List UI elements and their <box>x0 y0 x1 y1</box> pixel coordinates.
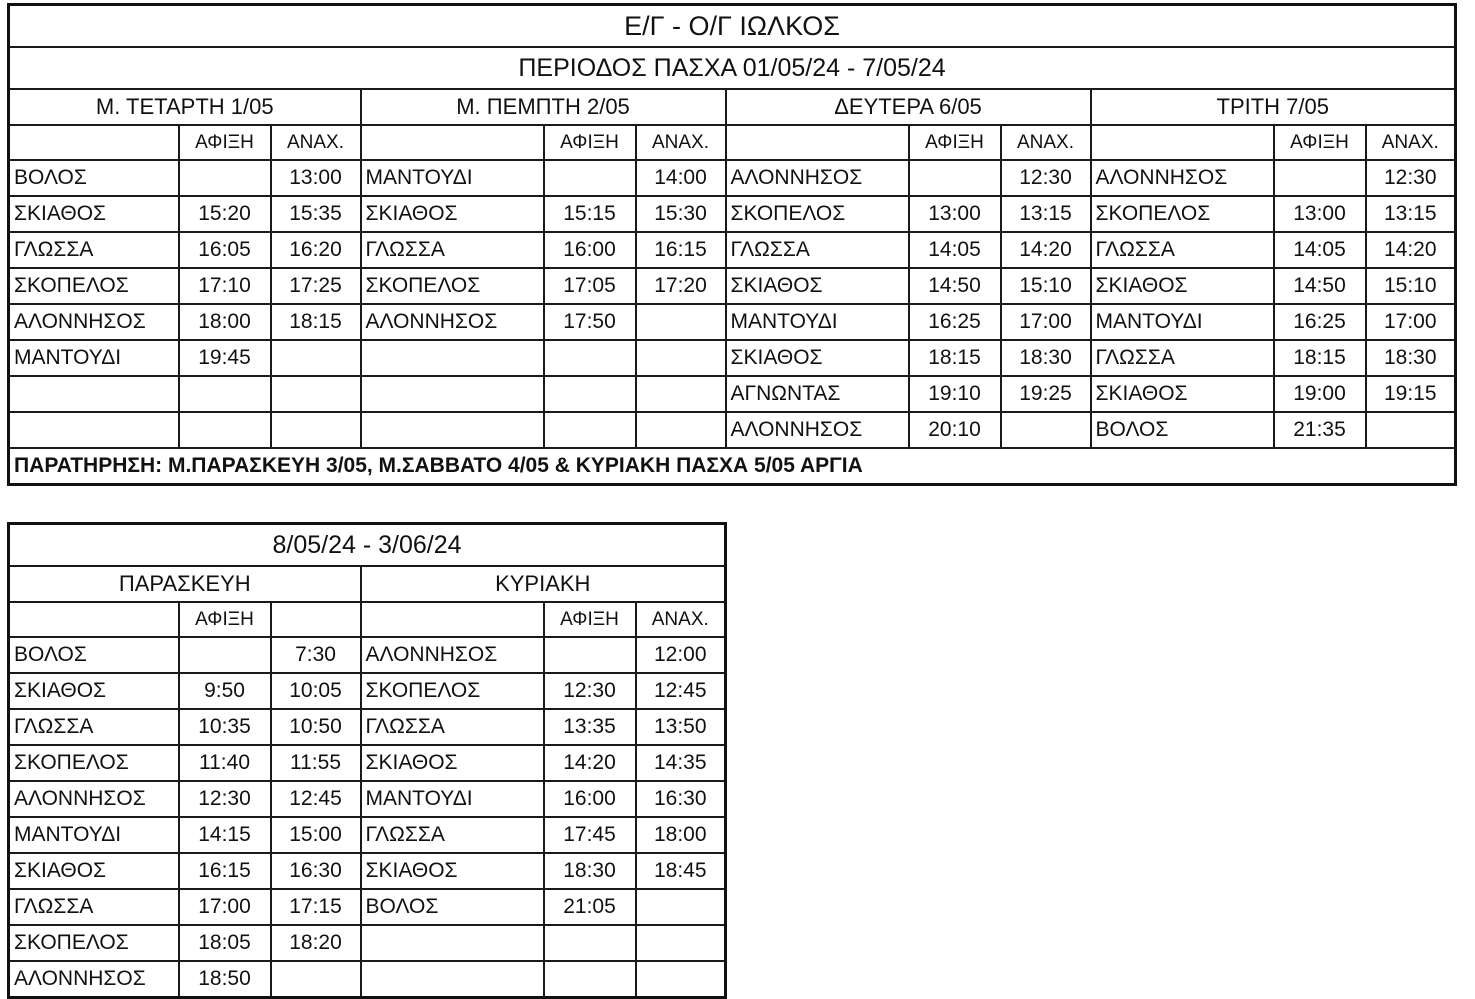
port-cell <box>361 925 544 961</box>
departure-time-cell: 17:15 <box>271 889 361 925</box>
arrival-time-cell: 16:25 <box>909 304 1001 340</box>
port-cell: ΒΟΛΟΣ <box>361 889 544 925</box>
arrival-time-cell: 19:10 <box>909 376 1001 412</box>
arrival-time-cell: 18:15 <box>1274 340 1366 376</box>
port-cell <box>361 376 544 412</box>
departure-time-cell: 18:30 <box>1366 340 1456 376</box>
departure-time-cell <box>271 340 361 376</box>
port-cell: ΣΚΟΠΕΛΟΣ <box>9 745 179 781</box>
departure-column-header: ΑΝΑΧ. <box>636 125 726 160</box>
port-cell: ΒΟΛΟΣ <box>9 160 179 196</box>
arrival-time-cell: 18:30 <box>544 853 636 889</box>
port-cell: ΣΚΟΠΕΛΟΣ <box>726 196 909 232</box>
table-row <box>9 268 1456 304</box>
arrival-column-header: ΑΦΙΞΗ <box>1274 125 1366 160</box>
departure-time-cell: 18:20 <box>271 925 361 961</box>
arrival-time-cell: 10:35 <box>179 709 271 745</box>
arrival-time-cell: 18:00 <box>179 304 271 340</box>
arrival-time-cell: 12:30 <box>544 673 636 709</box>
port-cell: ΣΚΙΑΘΟΣ <box>9 673 179 709</box>
table-row <box>9 160 1456 196</box>
port-cell <box>361 961 544 998</box>
table-row <box>9 853 726 889</box>
table-row <box>9 412 1456 448</box>
easter-schedule-table <box>7 3 1457 486</box>
arrival-time-cell: 17:05 <box>544 268 636 304</box>
table-row <box>9 817 726 853</box>
arrival-time-cell: 9:50 <box>179 673 271 709</box>
arrival-time-cell: 15:20 <box>179 196 271 232</box>
arrival-time-cell: 17:10 <box>179 268 271 304</box>
port-cell: ΓΛΩΣΣΑ <box>9 232 179 268</box>
departure-time-cell: 12:45 <box>271 781 361 817</box>
arrival-time-cell: 17:50 <box>544 304 636 340</box>
arrival-time-cell: 16:00 <box>544 781 636 817</box>
departure-time-cell: 14:20 <box>1366 232 1456 268</box>
port-cell: ΒΟΛΟΣ <box>9 637 179 673</box>
arrival-column-header: ΑΦΙΞΗ <box>544 602 636 637</box>
arrival-time-cell: 18:05 <box>179 925 271 961</box>
arrival-time-cell: 17:00 <box>179 889 271 925</box>
departure-time-cell: 11:55 <box>271 745 361 781</box>
arrival-time-cell: 18:50 <box>179 961 271 998</box>
departure-column-header <box>271 602 361 637</box>
port-cell: ΓΛΩΣΣΑ <box>9 709 179 745</box>
port-column-header <box>1091 125 1274 160</box>
table-row <box>9 925 726 961</box>
port-cell: ΣΚΟΠΕΛΟΣ <box>361 673 544 709</box>
day-heading: ΚΥΡΙΑΚΗ <box>361 566 726 602</box>
port-cell: ΓΛΩΣΣΑ <box>361 817 544 853</box>
table-row <box>9 673 726 709</box>
departure-time-cell: 18:45 <box>636 853 726 889</box>
port-cell: ΓΛΩΣΣΑ <box>361 232 544 268</box>
port-cell <box>361 340 544 376</box>
table-row <box>9 637 726 673</box>
port-cell: ΓΛΩΣΣΑ <box>361 709 544 745</box>
port-cell: ΓΛΩΣΣΑ <box>1091 232 1274 268</box>
port-cell <box>9 376 179 412</box>
departure-time-cell: 17:25 <box>271 268 361 304</box>
departure-time-cell: 18:30 <box>1001 340 1091 376</box>
arrival-time-cell <box>544 376 636 412</box>
port-cell: ΣΚΙΑΘΟΣ <box>1091 376 1274 412</box>
departure-time-cell <box>636 376 726 412</box>
arrival-time-cell: 13:35 <box>544 709 636 745</box>
arrival-time-cell: 13:00 <box>1274 196 1366 232</box>
port-cell <box>9 412 179 448</box>
port-cell: ΑΛΟΝΝΗΣΟΣ <box>1091 160 1274 196</box>
arrival-time-cell <box>179 412 271 448</box>
port-cell: ΣΚΟΠΕΛΟΣ <box>361 268 544 304</box>
departure-time-cell: 13:15 <box>1001 196 1091 232</box>
departure-time-cell: 15:10 <box>1001 268 1091 304</box>
departure-column-header: ΑΝΑΧ. <box>271 125 361 160</box>
table-row <box>9 961 726 998</box>
departure-time-cell: 13:50 <box>636 709 726 745</box>
arrival-time-cell: 19:00 <box>1274 376 1366 412</box>
table-row <box>9 709 726 745</box>
arrival-time-cell <box>544 637 636 673</box>
departure-time-cell <box>636 412 726 448</box>
departure-time-cell: 14:35 <box>636 745 726 781</box>
departure-time-cell: 16:30 <box>636 781 726 817</box>
departure-time-cell: 15:30 <box>636 196 726 232</box>
table-row <box>9 340 1456 376</box>
port-cell: ΣΚΙΑΘΟΣ <box>9 853 179 889</box>
departure-time-cell <box>636 889 726 925</box>
departure-time-cell: 19:15 <box>1366 376 1456 412</box>
port-cell: ΜΑΝΤΟΥΔΙ <box>9 340 179 376</box>
port-cell: ΑΛΟΝΝΗΣΟΣ <box>361 637 544 673</box>
port-cell: ΣΚΙΑΘΟΣ <box>361 745 544 781</box>
departure-column-header: ΑΝΑΧ. <box>1366 125 1456 160</box>
departure-time-cell <box>636 925 726 961</box>
departure-time-cell: 12:45 <box>636 673 726 709</box>
departure-time-cell: 13:00 <box>271 160 361 196</box>
port-cell: ΣΚΟΠΕΛΟΣ <box>9 268 179 304</box>
departure-time-cell: 15:00 <box>271 817 361 853</box>
table-row <box>9 889 726 925</box>
port-cell: ΑΛΟΝΝΗΣΟΣ <box>9 304 179 340</box>
departure-time-cell <box>271 412 361 448</box>
arrival-time-cell: 21:35 <box>1274 412 1366 448</box>
table-row <box>9 376 1456 412</box>
port-cell: ΑΓΝΩΝΤΑΣ <box>726 376 909 412</box>
arrival-time-cell: 14:15 <box>179 817 271 853</box>
arrival-time-cell: 15:15 <box>544 196 636 232</box>
departure-time-cell <box>636 304 726 340</box>
departure-time-cell: 17:00 <box>1001 304 1091 340</box>
departure-time-cell: 15:10 <box>1366 268 1456 304</box>
arrival-column-header: ΑΦΙΞΗ <box>179 602 271 637</box>
table-row <box>9 304 1456 340</box>
day-heading: Μ. ΠΕΜΠΤΗ 2/05 <box>361 89 726 125</box>
departure-time-cell: 18:15 <box>271 304 361 340</box>
arrival-time-cell: 19:45 <box>179 340 271 376</box>
port-cell: ΜΑΝΤΟΥΔΙ <box>9 817 179 853</box>
arrival-time-cell: 20:10 <box>909 412 1001 448</box>
arrival-column-header: ΑΦΙΞΗ <box>179 125 271 160</box>
arrival-time-cell <box>1274 160 1366 196</box>
day-heading: ΠΑΡΑΣΚΕΥΗ <box>9 566 361 602</box>
port-cell: ΣΚΙΑΘΟΣ <box>361 853 544 889</box>
port-cell: ΣΚΟΠΕΛΟΣ <box>9 925 179 961</box>
arrival-time-cell: 14:20 <box>544 745 636 781</box>
regular-period-heading: 8/05/24 - 3/06/24 <box>9 524 726 567</box>
departure-time-cell: 15:35 <box>271 196 361 232</box>
port-column-header <box>361 602 544 637</box>
port-cell: ΒΟΛΟΣ <box>1091 412 1274 448</box>
departure-time-cell <box>636 961 726 998</box>
arrival-time-cell <box>179 376 271 412</box>
departure-time-cell <box>271 961 361 998</box>
departure-time-cell: 13:15 <box>1366 196 1456 232</box>
port-column-header <box>726 125 909 160</box>
port-column-header <box>361 125 544 160</box>
arrival-time-cell <box>544 412 636 448</box>
arrival-time-cell <box>544 340 636 376</box>
arrival-time-cell <box>179 160 271 196</box>
port-cell: ΑΛΟΝΝΗΣΟΣ <box>9 961 179 998</box>
easter-period-heading: ΠΕΡΙΟΔΟΣ ΠΑΣΧΑ 01/05/24 - 7/05/24 <box>9 47 1456 89</box>
departure-time-cell: 16:30 <box>271 853 361 889</box>
departure-time-cell: 16:20 <box>271 232 361 268</box>
departure-time-cell: 14:20 <box>1001 232 1091 268</box>
arrival-time-cell <box>179 637 271 673</box>
departure-time-cell: 19:25 <box>1001 376 1091 412</box>
port-cell: ΓΛΩΣΣΑ <box>9 889 179 925</box>
port-cell: ΑΛΟΝΝΗΣΟΣ <box>726 412 909 448</box>
regular-schedule-table <box>7 522 727 999</box>
departure-time-cell: 17:20 <box>636 268 726 304</box>
table-row <box>9 196 1456 232</box>
arrival-time-cell: 14:05 <box>1274 232 1366 268</box>
arrival-time-cell: 21:05 <box>544 889 636 925</box>
arrival-time-cell: 14:50 <box>909 268 1001 304</box>
arrival-time-cell <box>544 925 636 961</box>
arrival-time-cell <box>909 160 1001 196</box>
day-heading: ΔΕΥΤΕΡΑ 6/05 <box>726 89 1091 125</box>
departure-column-header: ΑΝΑΧ. <box>636 602 726 637</box>
port-cell: ΜΑΝΤΟΥΔΙ <box>1091 304 1274 340</box>
arrival-time-cell: 13:00 <box>909 196 1001 232</box>
port-cell: ΑΛΟΝΝΗΣΟΣ <box>9 781 179 817</box>
arrival-time-cell: 11:40 <box>179 745 271 781</box>
day-heading: Μ. ΤΕΤΑΡΤΗ 1/05 <box>9 89 361 125</box>
arrival-time-cell <box>544 160 636 196</box>
port-cell: ΣΚΙΑΘΟΣ <box>361 196 544 232</box>
arrival-time-cell: 16:15 <box>179 853 271 889</box>
arrival-column-header: ΑΦΙΞΗ <box>544 125 636 160</box>
departure-time-cell: 16:15 <box>636 232 726 268</box>
table-row <box>9 232 1456 268</box>
arrival-time-cell: 17:45 <box>544 817 636 853</box>
departure-time-cell: 12:30 <box>1001 160 1091 196</box>
departure-time-cell: 17:00 <box>1366 304 1456 340</box>
departure-time-cell <box>1366 412 1456 448</box>
port-cell: ΜΑΝΤΟΥΔΙ <box>361 781 544 817</box>
port-cell: ΜΑΝΤΟΥΔΙ <box>726 304 909 340</box>
arrival-time-cell: 16:00 <box>544 232 636 268</box>
departure-time-cell <box>1001 412 1091 448</box>
port-cell: ΣΚΙΑΘΟΣ <box>726 340 909 376</box>
port-cell: ΓΛΩΣΣΑ <box>1091 340 1274 376</box>
arrival-time-cell: 12:30 <box>179 781 271 817</box>
port-cell: ΣΚΙΑΘΟΣ <box>726 268 909 304</box>
arrival-time-cell: 14:05 <box>909 232 1001 268</box>
port-cell: ΜΑΝΤΟΥΔΙ <box>361 160 544 196</box>
departure-time-cell <box>636 340 726 376</box>
departure-column-header: ΑΝΑΧ. <box>1001 125 1091 160</box>
day-heading: ΤΡΙΤΗ 7/05 <box>1091 89 1456 125</box>
port-column-header <box>9 125 179 160</box>
port-cell: ΑΛΟΝΝΗΣΟΣ <box>361 304 544 340</box>
holiday-note: ΠΑΡΑΤΗΡΗΣΗ: Μ.ΠΑΡΑΣΚΕΥΗ 3/05, Μ.ΣΑΒΒΑΤΟ 4/05 & ΚΥΡΙΑΚΗ ΠΑΣΧΑ 5/05 ΑΡΓΙΑ <box>9 448 1456 485</box>
table-row <box>9 745 726 781</box>
port-cell <box>361 412 544 448</box>
port-cell: ΣΚΙΑΘΟΣ <box>9 196 179 232</box>
arrival-time-cell: 16:25 <box>1274 304 1366 340</box>
departure-time-cell: 18:00 <box>636 817 726 853</box>
departure-time-cell: 12:00 <box>636 637 726 673</box>
port-cell: ΣΚΙΑΘΟΣ <box>1091 268 1274 304</box>
port-cell: ΣΚΟΠΕΛΟΣ <box>1091 196 1274 232</box>
departure-time-cell <box>271 376 361 412</box>
port-column-header <box>9 602 179 637</box>
arrival-time-cell: 18:15 <box>909 340 1001 376</box>
departure-time-cell: 10:50 <box>271 709 361 745</box>
arrival-time-cell: 14:50 <box>1274 268 1366 304</box>
port-cell: ΓΛΩΣΣΑ <box>726 232 909 268</box>
departure-time-cell: 12:30 <box>1366 160 1456 196</box>
arrival-column-header: ΑΦΙΞΗ <box>909 125 1001 160</box>
arrival-time-cell: 16:05 <box>179 232 271 268</box>
table-row <box>9 781 726 817</box>
ferry-title: Ε/Γ - Ο/Γ ΙΩΛΚΟΣ <box>9 5 1456 48</box>
arrival-time-cell <box>544 961 636 998</box>
departure-time-cell: 10:05 <box>271 673 361 709</box>
departure-time-cell: 14:00 <box>636 160 726 196</box>
port-cell: ΑΛΟΝΝΗΣΟΣ <box>726 160 909 196</box>
departure-time-cell: 7:30 <box>271 637 361 673</box>
